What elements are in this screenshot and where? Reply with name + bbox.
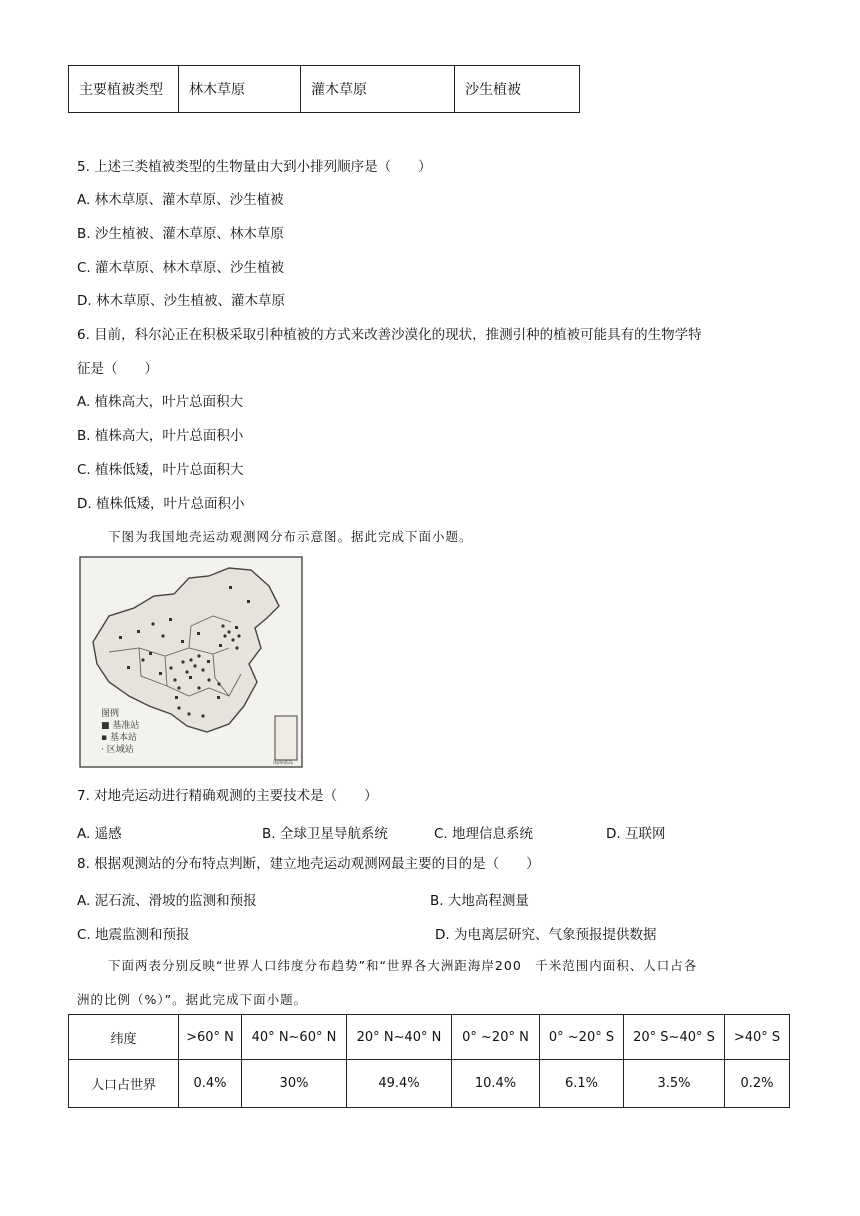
table-cell: 0.4% <box>179 1060 242 1108</box>
map-legend <box>101 708 139 756</box>
legend-item-reference-station: ■ 基准站 <box>101 721 140 731</box>
legend-item-basic-station: ▪ 基本站 <box>101 733 137 743</box>
table-header-cell: >60° N <box>179 1015 242 1060</box>
table-header-cell: 纬度 <box>69 1015 179 1060</box>
question-6-option-c: C. 植株低矮，叶片总面积大 <box>77 462 244 478</box>
legend-title: 图例 <box>101 709 120 719</box>
table-cell: 林木草原 <box>179 66 301 113</box>
question-8-option-c: C. 地震监测和预报 <box>77 927 190 943</box>
table-cell: 0.2% <box>725 1060 790 1108</box>
question-7-option-c: C. 地理信息系统 <box>434 826 534 842</box>
table-cell: 沙生植被 <box>455 66 580 113</box>
question-8-option-d: D. 为电离层研究、气象预报提供数据 <box>435 927 657 943</box>
crustal-observation-network-map <box>79 556 303 768</box>
question-6-option-a: A. 植株高大，叶片总面积大 <box>77 394 244 410</box>
question-6-stem-line2: 征是（ ） <box>77 361 158 377</box>
table-intro-line1: 下面两表分别反映“世界人口纬度分布趋势”和“世界各大洲距海岸200 千米范围内面积、人口占各 <box>108 958 698 973</box>
table-cell: 灌木草原 <box>301 66 455 113</box>
legend-label: 区域站 <box>106 745 134 755</box>
legend-label: 基准站 <box>112 721 140 731</box>
table-cell: 49.4% <box>347 1060 452 1108</box>
question-8-option-a: A. 泥石流、滑坡的监测和预报 <box>77 893 257 909</box>
table-header-cell: 20° S~40° S <box>624 1015 725 1060</box>
question-8-stem: 8. 根据观测站的分布特点判断，建立地壳运动观测网最主要的目的是（ ） <box>77 856 540 872</box>
table-header-cell: 0° ~20° N <box>452 1015 540 1060</box>
table-intro-line2: 洲的比例（%）”。据此完成下面小题。 <box>77 992 308 1007</box>
legend-label: 基本站 <box>109 733 137 743</box>
table-header-cell: 0° ~20° S <box>540 1015 624 1060</box>
table-cell: 人口占世界 <box>69 1060 179 1108</box>
question-7-option-d: D. 互联网 <box>606 826 666 842</box>
table-header-cell: >40° S <box>725 1015 790 1060</box>
question-6-stem-line1: 6. 目前，科尔沁正在积极采取引种植被的方式来改善沙漠化的现状，推测引种的植被可能具有的生物学特 <box>77 327 702 343</box>
table-header-cell: 20° N~40° N <box>347 1015 452 1060</box>
question-5-option-a: A. 林木草原、灌木草原、沙生植被 <box>77 192 284 208</box>
population-latitude-table <box>68 1014 790 1108</box>
table-cell: 30% <box>242 1060 347 1108</box>
question-8-option-b: B. 大地高程测量 <box>430 893 529 909</box>
table-cell: 6.1% <box>540 1060 624 1108</box>
question-5-option-d: D. 林木草原、沙生植被、灌木草原 <box>77 293 285 309</box>
question-7-option-a: A. 遥感 <box>77 826 122 842</box>
table-header-cell: 40° N~60° N <box>242 1015 347 1060</box>
table-cell: 3.5% <box>624 1060 725 1108</box>
vegetation-type-table <box>68 65 580 113</box>
legend-item-regional-station: · 区域站 <box>101 745 134 755</box>
question-5-option-b: B. 沙生植被、灌木草原、林木草原 <box>77 226 284 242</box>
table-header-row <box>69 1015 790 1060</box>
table-cell: 10.4% <box>452 1060 540 1108</box>
question-6-option-b: B. 植株高大，叶片总面积小 <box>77 428 244 444</box>
table-row <box>69 1060 790 1108</box>
map-intro: 下图为我国地壳运动观测网分布示意图。据此完成下面小题。 <box>108 529 473 544</box>
question-7-stem: 7. 对地壳运动进行精确观测的主要技术是（ ） <box>77 788 378 804</box>
question-6-option-d: D. 植株低矮，叶片总面积小 <box>77 496 245 512</box>
question-5-option-c: C. 灌木草原、林木草原、沙生植被 <box>77 260 285 276</box>
inset-label: 南海诸岛 <box>273 760 294 766</box>
table-cell: 主要植被类型 <box>69 66 179 113</box>
table-row <box>69 66 580 113</box>
question-7-option-b: B. 全球卫星导航系统 <box>262 826 388 842</box>
question-5-stem: 5. 上述三类植被类型的生物量由大到小排列顺序是（ ） <box>77 159 432 175</box>
